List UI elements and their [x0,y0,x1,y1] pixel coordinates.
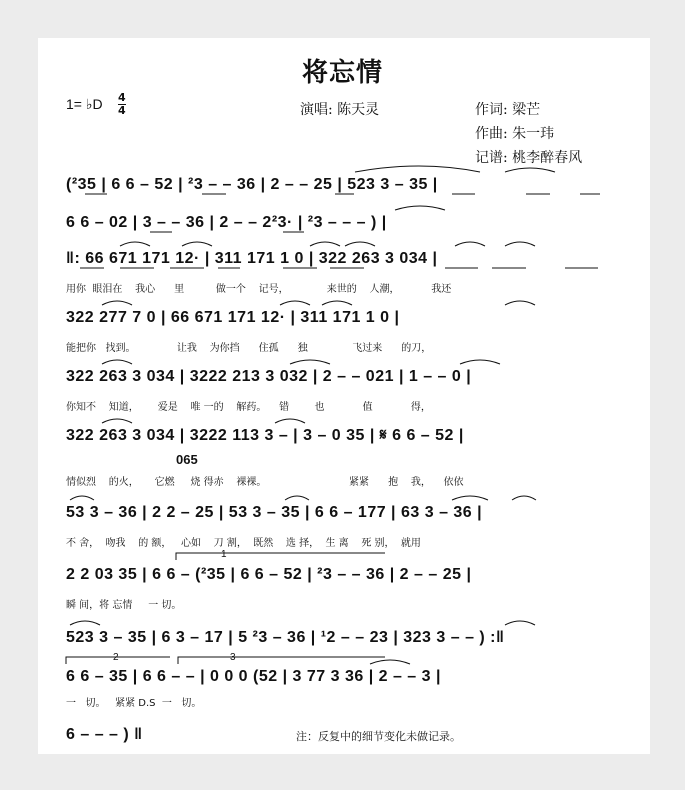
volta-bracket [66,657,170,664]
lyric-row-3: 用你 眼泪在 我心 里 做一个 记号， 来世的 人潮， 我还 [66,284,452,295]
slur [505,301,535,305]
lyric-row-7: 不 舍， 吻我 的 额， 心如 刀 割， 既然 选 择， 生 离 死 别， 就用 [66,538,421,549]
slur [512,496,536,500]
slur [455,242,485,246]
slur [275,419,305,423]
notation-row-3: ‖: 66 671 171 12· | 311 171 1 0 | 322 263 3 034 | [66,250,438,267]
volta-1-label: 1 [221,549,227,560]
slur [505,168,555,172]
notation-row-8: 2 2 03 35 | 6 6 – (²35 | 6 6 – 52 | ²3 – – 36 | 2 – – 25 | [66,566,472,583]
volta-bracket [178,657,385,664]
slur [322,301,352,305]
slur [345,242,375,246]
slur [120,242,150,246]
slur [102,301,132,305]
slur [102,419,132,423]
lyric-row-8: 瞬 间，将 忘情 一 切。 [66,600,182,611]
singer-credit: 演唱: 陈天灵 [300,102,380,118]
time-bottom: 4 [118,104,126,117]
slur [310,242,340,246]
slur [290,360,330,364]
slur [460,360,500,364]
composer-credit: 作曲: 朱一玮 [475,126,555,142]
notation-row-9: 523 3 – 35 | 6 3 – 17 | 5 ²3 – 36 | ¹2 – – 23 | 323 3 – – ) :‖ [66,629,505,646]
notation-row-5: 322 263 3 034 | 3222 213 3 032 | 2 – – 021 | 1 – – 0 | [66,368,472,385]
slur [452,496,488,500]
slur [395,206,445,210]
song-title: 将忘情 [301,58,383,88]
lyric-row-5: 你知不 知道， 爱是 唯 一的 解药。 错 也 值 得， [66,402,431,413]
notation-row-1: (²35 | 6 6 – 52 | ²3 – – 36 | 2 – – 25 | 523 3 – 35 | [66,176,438,193]
lyric-row-10: 一 切。 紧紧 D.S 一 切。 [66,698,202,709]
notation-row-4: 322 277 7 0 | 66 671 171 12· | 311 171 1 0 | [66,309,400,326]
key-signature: 1= ♭D [66,96,103,112]
notation-row-6: 322 263 3 034 | 3222 113 3 – | 3 – 0 35 | 𝄋 6 6 – 52 | [66,427,464,444]
slur [285,496,309,500]
slur [355,166,480,172]
slur [505,242,535,246]
lyricist-credit: 作词: 梁芒 [475,102,541,118]
lyric-row-4: 能把你 找到。 让我 为你挡 住孤 独 飞过来 的刀， [66,343,432,354]
slur [102,360,132,364]
notation-row-2: 6 6 – 02 | 3 – – 36 | 2 – – 2²3· | ²3 – – – ) | [66,214,387,231]
alt-ending-notes: 065 [176,452,198,467]
time-top: 4 [118,91,126,104]
slur [70,621,100,625]
notation-row-7: 53 3 – 36 | 2 2 – 25 | 53 3 – 35 | 6 6 – 177 | 63 3 – 36 | [66,504,483,521]
volta-bracket [176,553,385,560]
slur [370,660,410,664]
volta-2-label: 2 [113,652,119,663]
notation-row-10: 6 6 – 35 | 6 6 – – | 0 0 0 (52 | 3 77 3 36 | 2 – – 3 | [66,668,441,685]
lyric-row-6: 情似烈 的火， 它燃 烧 得赤 裸裸。 紧紧 抱 我， 依依 [66,477,464,488]
transcriber-credit: 记谱: 桃李醉春风 [475,150,583,166]
slur [505,621,535,625]
slur [280,301,310,305]
volta-3-label: 3 [230,652,236,663]
slur [70,496,94,500]
footnote: 注：反复中的细节变化未做记录。 [296,730,461,743]
slur [182,242,212,246]
notation-row-11: 6 – – – ) ‖ [66,726,143,743]
